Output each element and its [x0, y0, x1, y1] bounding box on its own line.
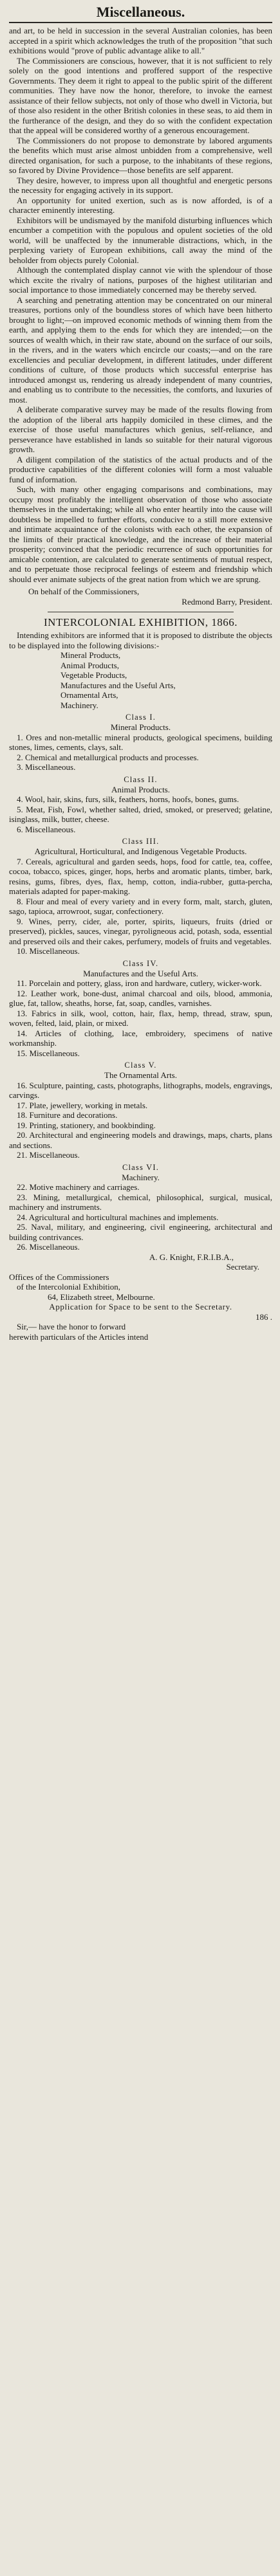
class-item: 3. Miscellaneous.	[17, 762, 76, 772]
class-subheading: Manufactures and the Useful Arts.	[83, 968, 198, 978]
letter-line: Sir,— have the honor to forward	[17, 1322, 126, 1331]
class-subheading: Machinery.	[122, 1172, 160, 1182]
list-item: Animal Products,	[61, 660, 119, 670]
footer	[9, 1272, 272, 1342]
paragraph: Such, with many other engaging comparisons and combinations, may occupy most profitably the intelligent observation of those who associate themselves in the undertaking; while all who enter heartily into the cause will doubtless be impelled to further efforts, conducive to a still more extensive and intimate acquaintance of the colonists with each other, the expansion of the limits of their practical knowledge, and the increase of their material prosperity; convinced that the periodic recurrence of such opportunities for amicable contention, are calculated to generate sentiments of mutual respect, and to perpetuate those reciprocal feelings of esteem and friendship which should ever animate subjects of the great nation from which we are sprung.	[9, 484, 272, 584]
letter-line: herewith particulars of the Articles intend	[9, 1331, 149, 1342]
class-item: 13. Fabrics in silk, wool, cotton, hair, flax, hemp, thread, straw, spun, woven, felted, laid, plain, or mixed.	[9, 1008, 272, 1028]
office-line: of the Intercolonial Exhibition,	[17, 1282, 121, 1292]
signature-line: On behalf of the Commissioners,	[28, 587, 140, 596]
divisions-list	[9, 650, 272, 710]
class-heading: Class V.	[124, 1061, 157, 1070]
office-line: Offices of the Commissioners	[9, 1272, 109, 1282]
class-item: 8. Flour and meal of every variety and in every form, malt, starch, gluten, sago, tapioca, arrowroot, sugar, confectionery.	[9, 896, 272, 916]
class-subheading: Agricultural, Horticultural, and Indigenous Vegetable Products.	[34, 846, 247, 856]
class-item: 18. Furniture and decorations.	[17, 1110, 118, 1120]
date-line: 186 .	[256, 1311, 272, 1322]
paragraph: An opportunity for united exertion, such as is now afforded, is of a character eminently interesting.	[9, 195, 272, 215]
class-item: 9. Wines, perry, cider, ale, porter, spirits, liqueurs, fruits (dried or preserved), pickles, sauces, vinegar, pyroligneous acid, potash, soda, essential and preserved oils and their cakes, perfumery, models of fruits and vegetables.	[9, 916, 272, 946]
paragraph: The Commissioners are conscious, however, that it is not sufficient to rely solely on the good intentions and proffered support of the respective Governments. They deem it right to appeal to the public spirit of the different communities. They have now the honor, therefore, to invoke the earnest assistance of their fellow subjects, not only of those who dwell in Victoria, but of those also resident in the other British colonies in these seas, to aid them in the furtherance of the design, and they do so with the confident expectation that the appeal will be considered worthy of a generous encouragement.	[9, 55, 272, 135]
secretary-title: Secretary.	[226, 1262, 259, 1272]
class-heading: Class II.	[124, 774, 158, 784]
class-block	[9, 775, 272, 835]
class-item: 14. Articles of clothing, lace, embroidery, specimens of native workmanship.	[9, 1028, 272, 1048]
class-item: 11. Porcelain and pottery, glass, iron and hardware, cutlery, wicker-work.	[17, 978, 262, 988]
secretary-name: A. G. Knight, F.R.I.B.A.,	[149, 1252, 234, 1262]
class-item: 10. Miscellaneous.	[17, 946, 80, 956]
class-item: 12. Leather work, bone-dust, animal charcoal and oils, blood, ammonia, glue, fat, tallow, sheaths, horse, fat, soap, candles, varnishes.	[9, 988, 272, 1008]
exhibition-notice: Intending exhibitors are informed that it is proposed to distribute the objects to be displayed into the following divisions:-	[9, 630, 272, 650]
class-item: 15. Miscellaneous.	[17, 1048, 80, 1058]
class-item: 17. Plate, jewellery, working in metals.	[17, 1100, 148, 1110]
class-item: 19. Printing, stationery, and bookbinding.	[17, 1120, 156, 1130]
class-item: 16. Sculpture, painting, casts, photographs, lithographs, models, engravings, carvings.	[9, 1080, 272, 1100]
class-item: 7. Cereals, agricultural and garden seeds, hops, food for cattle, tea, coffee, cocoa, tobacco, spices, ginger, hops, herbs and aromatic plants, timber, bark, resins, gums, fibres, dyes, flax, hemp, cotton, india-rubber, gutta-percha, materials adapted for paper-making.	[9, 856, 272, 896]
address-line: 64, Elizabeth street, Melbourne.	[48, 1292, 155, 1302]
paragraph: and art, to be held in succession in the several Australian colonies, has been accepted in a spirit which acknowledges the truth of the proposition "that such exhibitions would "prove of public advantage alike to all."	[9, 26, 272, 55]
class-item: 21. Miscellaneous.	[17, 1150, 80, 1160]
paragraph: Although the contemplated display cannot vie with the splendour of those which excite the rivalry of nations, purposes of the highest utilitarian and social importance to those immediately concerned may be thereby served.	[9, 265, 272, 295]
list-item: Manufactures and the Useful Arts,	[61, 680, 176, 690]
list-item: Ornamental Arts,	[61, 690, 118, 700]
class-block	[9, 1163, 272, 1252]
class-subheading: Mineral Products.	[110, 722, 171, 732]
class-item: 25. Naval, military, and engineering, civil engineering, architectural and building contrivances.	[9, 1222, 272, 1242]
class-item: 6. Miscellaneous.	[17, 824, 76, 834]
class-item: 24. Agricultural and horticultural machines and implements.	[17, 1212, 219, 1222]
paragraph: A diligent compilation of the statistics of the actual products and of the productive capabilities of the different colonies will form a most valuable fund of information.	[9, 454, 272, 484]
list-item: Machinery.	[61, 700, 98, 710]
class-subheading: The Ornamental Arts.	[104, 1070, 177, 1080]
intro-text	[9, 26, 272, 584]
class-subheading: Animal Products.	[111, 784, 170, 794]
paragraph: A deliberate comparative survey may be made of the results flowing from the adoption of the liberal arts happily domiciled in these climes, and the exercise of those useful manufactures which genius, self-reliance, and perseverance have established in lands so suitable for their natural vigorous growth.	[9, 405, 272, 454]
class-block	[9, 837, 272, 956]
paragraph: Exhibitors will be undismayed by the manifold disturbing influences which encumber a competition with the populous and opulent societies of the old world, will be unaffected by the innumerable distractions, which, in the perplexing variety of European exhibitions, call away the mind of the beholder from objects purely Colonial.	[9, 215, 272, 265]
class-block	[9, 959, 272, 1059]
list-item: Vegetable Products,	[61, 670, 127, 680]
class-heading: Class I.	[125, 713, 156, 722]
class-item: 5. Meat, Fish, Fowl, whether salted, dried, smoked, or preserved; gelatine, isinglass, milk, butter, cheese.	[9, 804, 272, 824]
class-item: 1. Ores and non-metallic mineral products, geological specimens, building stones, limes, cements, clays, salt.	[9, 732, 272, 752]
class-item: 4. Wool, hair, skins, furs, silk, feathers, horns, hoofs, bones, gums.	[17, 794, 239, 804]
class-item: 2. Chemical and metallurgical products and processes.	[17, 752, 199, 762]
paragraph: They desire, however, to impress upon all thoughtful and energetic persons the necessity for engaging actively in its support.	[9, 175, 272, 195]
class-heading: Class III.	[122, 837, 160, 846]
section-title: Miscellaneous.	[9, 4, 272, 23]
class-heading: Class VI.	[122, 1162, 160, 1172]
class-block	[9, 1061, 272, 1160]
class-block	[9, 713, 272, 772]
class-heading: Class IV.	[122, 958, 159, 968]
class-item: 20. Architectural and engineering models and drawings, maps, charts, plans and sections.	[9, 1130, 272, 1150]
exhibition-title: INTERCOLONIAL EXHIBITION, 1866.	[44, 616, 238, 628]
paragraph: The Commissioners do not propose to demonstrate by labored arguments the benefits which must arise almost unbidden from a comprehensive, well directed organisation, for such a purpose, to the inhabitants of these regions, so favored by Divine Providence—those benefits are self apparent.	[9, 135, 272, 175]
application-heading: Application for Space to be sent to the Secretary.	[49, 1302, 232, 1311]
class-item: 23. Mining, metallurgical, chemical, philosophical, surgical, musical, machinery and instruments.	[9, 1192, 272, 1212]
class-item: 26. Miscellaneous.	[17, 1242, 80, 1252]
list-item: Mineral Products,	[61, 650, 121, 660]
paragraph: A searching and penetrating attention may be concentrated on our mineral treasures, portions only of the boundless stores of which have been hitherto brought to light;—on improved economic methods of winning them from the earth, and applying them to the ends for which they are intended;—on the sources of wealth which, in their raw state, abound on the surface of our soils, in the rivers, and in the waters which encircle our coasts;—and on the rare excellencies and peculiar development, in different latitudes, under different conditions of culture, of those products which successful enterprise has introduced amongst us, rendering us already independent of many countries, and enabling us to contribute to the necessities, the comforts, and luxuries of most.	[9, 295, 272, 405]
signature-name: Redmond Barry, President.	[182, 596, 272, 607]
class-item: 22. Motive machinery and carriages.	[17, 1182, 140, 1192]
